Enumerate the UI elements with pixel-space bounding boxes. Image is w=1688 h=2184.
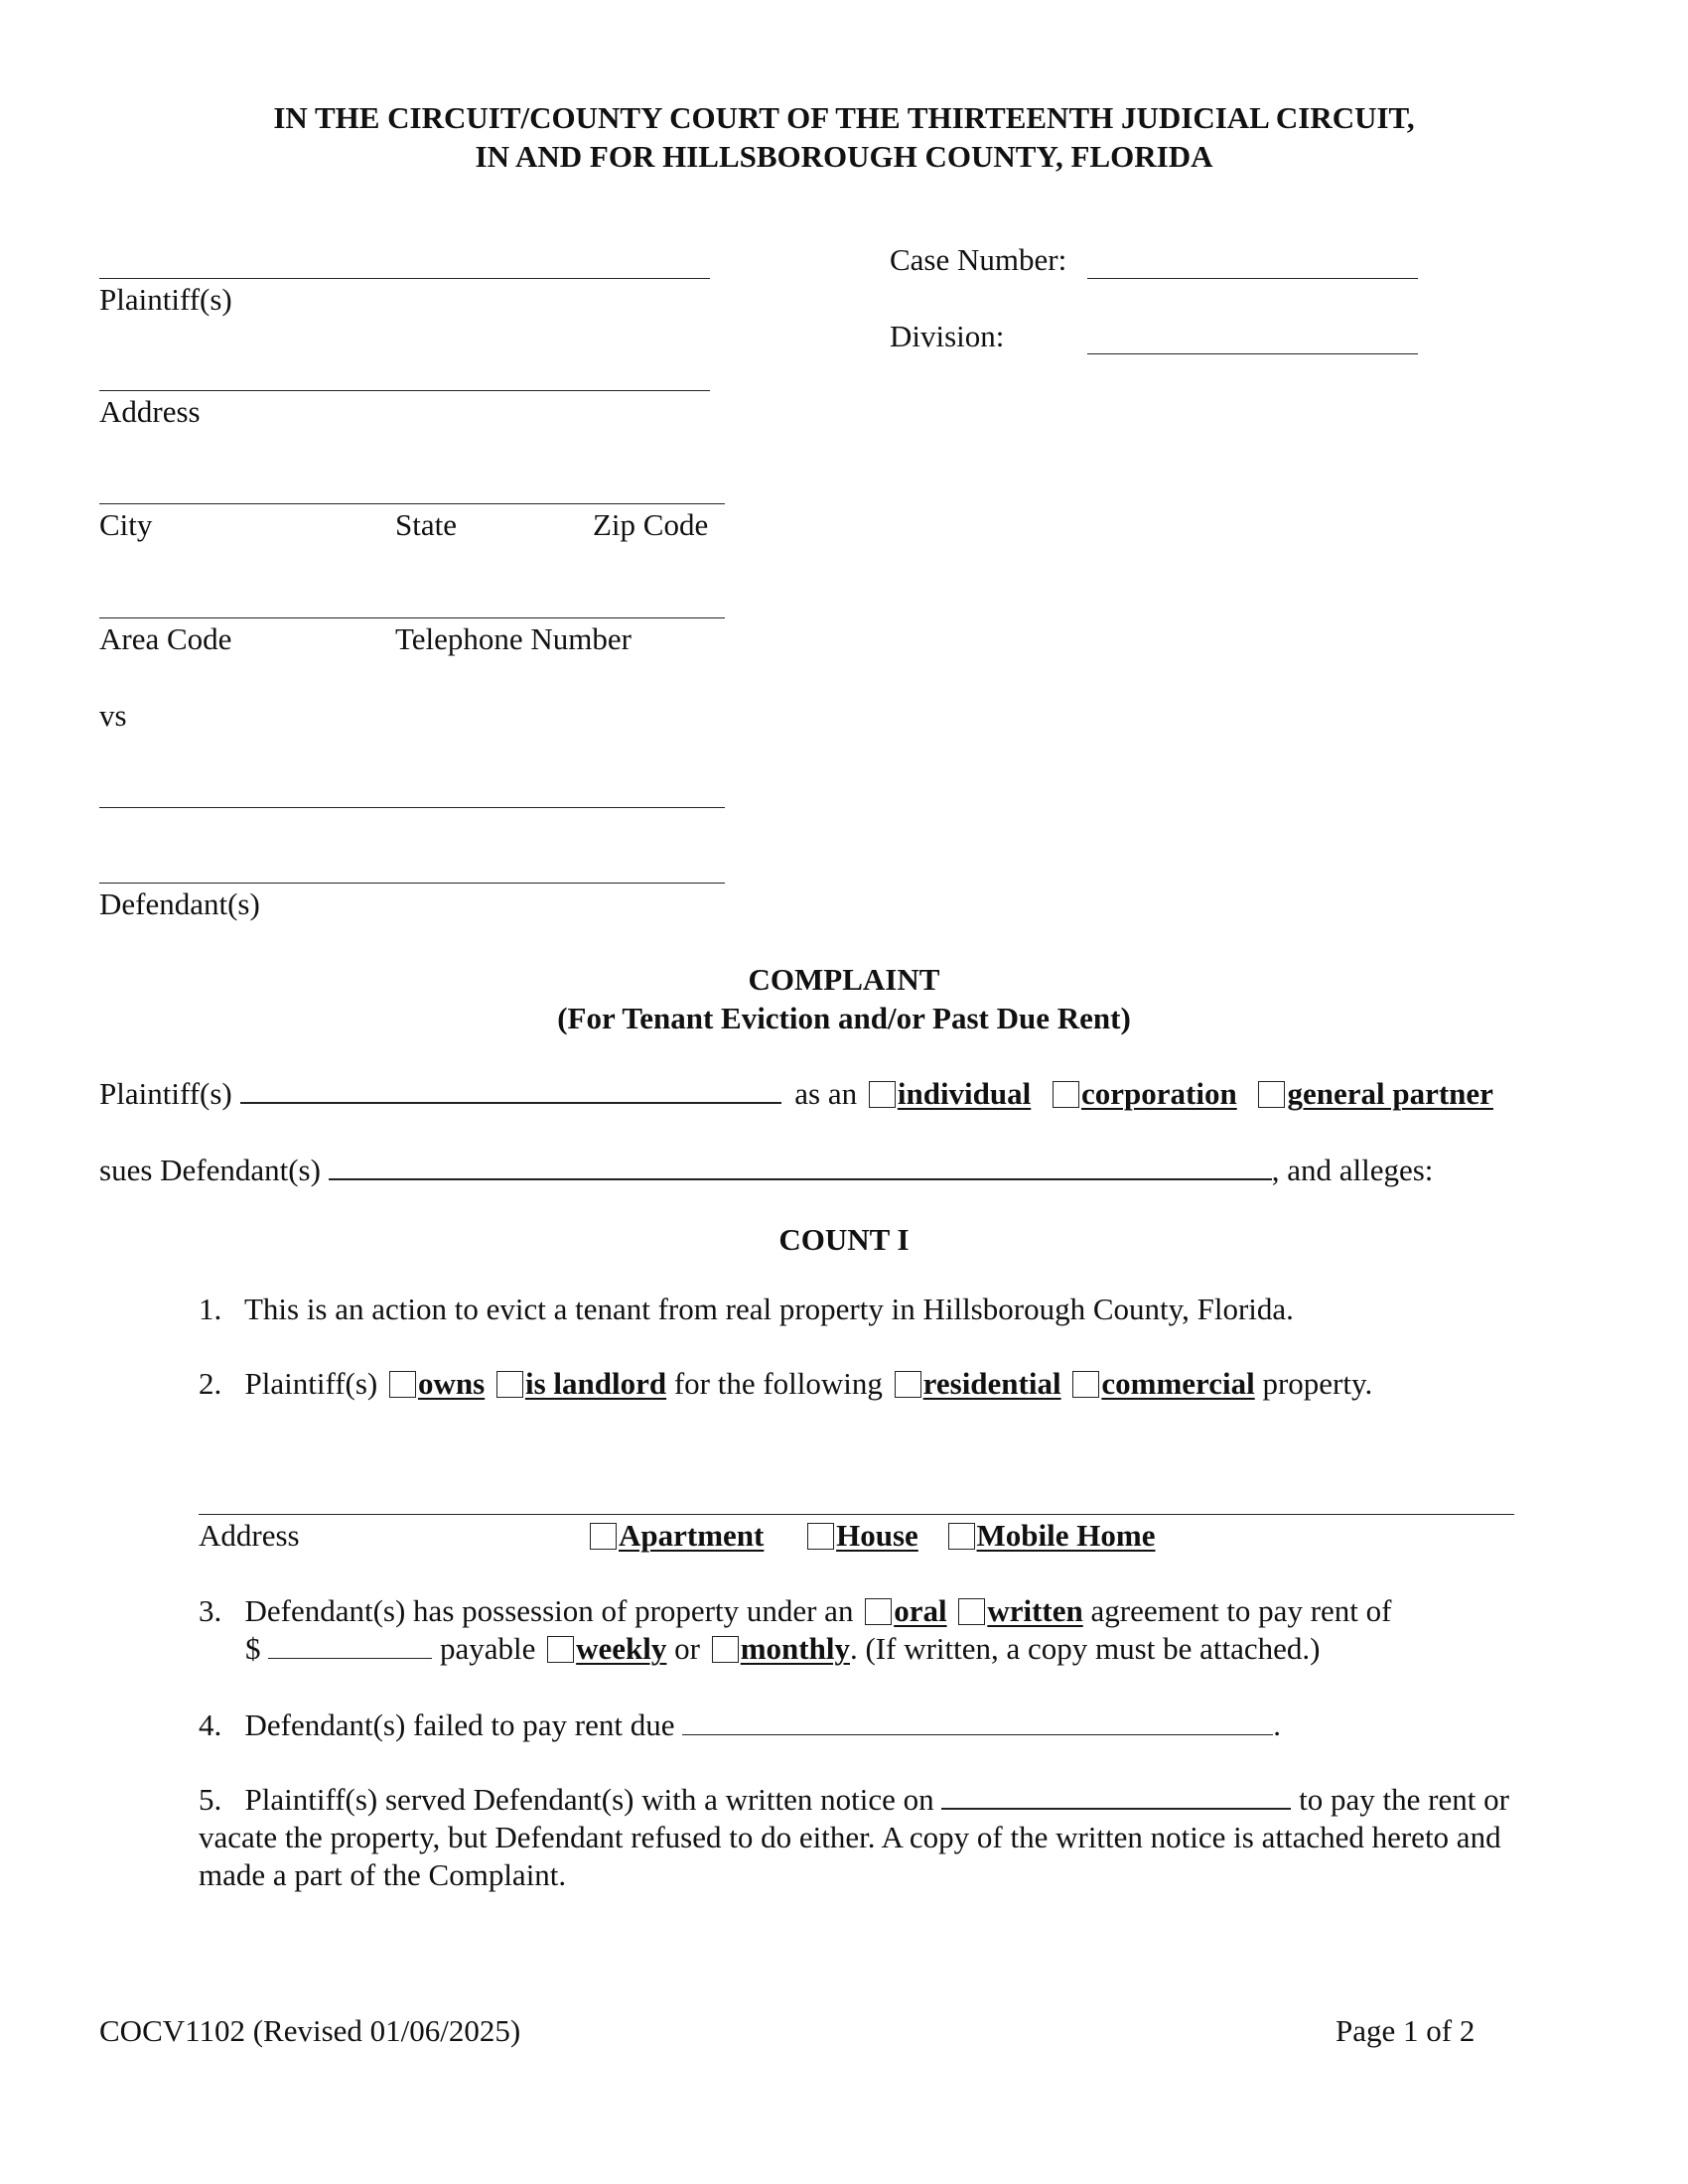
item-3-pre: Defendant(s) has possession of property under an	[244, 1593, 854, 1628]
item-2	[199, 1365, 1372, 1402]
property-type-options	[590, 1517, 1155, 1554]
item-4-end: .	[1273, 1707, 1281, 1742]
court-heading-line1: IN THE CIRCUIT/COUNTY COURT OF THE THIRTEENTH JUDICIAL CIRCUIT,	[273, 100, 1415, 135]
item-2-mid: for the following	[673, 1366, 883, 1401]
defendant-name-line-2[interactable]	[99, 883, 725, 884]
mobile-home-checkbox[interactable]	[948, 1523, 975, 1550]
intro-line	[99, 1075, 1493, 1112]
general-partner-label: general partner	[1287, 1076, 1493, 1111]
complaint-title: COMPLAINT	[748, 962, 940, 997]
rent-due-field[interactable]	[682, 1708, 1273, 1735]
state-label: State	[395, 507, 457, 542]
commercial-checkbox[interactable]	[1072, 1371, 1099, 1398]
court-heading-line2: IN AND FOR HILLSBOROUGH COUNTY, FLORIDA	[475, 139, 1213, 174]
complaint-subtitle: (For Tenant Eviction and/or Past Due Rent)	[557, 1001, 1131, 1035]
city-state-zip-line[interactable]	[99, 503, 725, 504]
vs-label: vs	[99, 698, 127, 733]
written-label: written	[987, 1593, 1083, 1628]
house-checkbox[interactable]	[807, 1523, 834, 1550]
form-id: COCV1102 (Revised 01/06/2025)	[99, 2013, 521, 2048]
weekly-label: weekly	[576, 1631, 667, 1666]
division-field[interactable]	[1087, 353, 1418, 354]
as-an-text: as an	[794, 1076, 858, 1111]
commercial-label: commercial	[1101, 1366, 1255, 1401]
item-5-line2: vacate the property, but Defendant refused to do either. A copy of the written notice is attached hereto and	[199, 1820, 1501, 1854]
general-partner-checkbox[interactable]	[1258, 1081, 1285, 1108]
or-text: or	[674, 1631, 700, 1666]
address-line[interactable]	[99, 390, 710, 391]
apartment-checkbox[interactable]	[590, 1523, 617, 1550]
item-4-number: 4.	[199, 1707, 222, 1742]
item-3-post: agreement to pay rent of	[1090, 1593, 1392, 1628]
item-2-post: property.	[1262, 1366, 1373, 1401]
item-5-pre: Plaintiff(s) served Defendant(s) with a written notice on	[244, 1782, 934, 1817]
rent-amount-field[interactable]	[268, 1632, 432, 1659]
item-4-text: Defendant(s) failed to pay rent due	[244, 1707, 675, 1742]
item-1-number: 1.	[199, 1292, 222, 1326]
item-2-number: 2.	[199, 1366, 222, 1401]
property-address-label: Address	[199, 1518, 300, 1553]
item-5-number: 5.	[199, 1782, 222, 1817]
sues-line	[99, 1152, 1433, 1188]
item-3-line2	[245, 1630, 1320, 1667]
oral-label: oral	[894, 1593, 947, 1628]
dollar-sign: $	[245, 1631, 261, 1666]
written-copy-note: . (If written, a copy must be attached.)	[849, 1631, 1321, 1666]
corporation-label: corporation	[1081, 1076, 1237, 1111]
intro-plaintiff-label: Plaintiff(s)	[99, 1076, 232, 1111]
is-landlord-checkbox[interactable]	[496, 1371, 523, 1398]
item-5-post: to pay the rent or	[1299, 1782, 1509, 1817]
oral-checkbox[interactable]	[865, 1598, 892, 1625]
monthly-checkbox[interactable]	[712, 1636, 739, 1663]
owns-label: owns	[418, 1366, 486, 1401]
item-5-line3: made a part of the Complaint.	[199, 1857, 567, 1892]
residential-label: residential	[922, 1366, 1061, 1401]
item-3-line1	[199, 1592, 1391, 1629]
sues-label: sues Defendant(s)	[99, 1153, 321, 1187]
monthly-label: monthly	[740, 1631, 850, 1666]
page-number: Page 1 of 2	[1336, 2013, 1476, 2048]
item-5-line1	[199, 1781, 1509, 1818]
individual-checkbox[interactable]	[869, 1081, 896, 1108]
area-code-label: Area Code	[99, 621, 232, 656]
zip-label: Zip Code	[593, 507, 709, 542]
apartment-label: Apartment	[619, 1518, 765, 1553]
case-number-field[interactable]	[1087, 278, 1418, 279]
case-number-label: Case Number:	[890, 242, 1067, 277]
defendant-name-line-1[interactable]	[99, 807, 725, 808]
division-label: Division:	[890, 319, 1005, 353]
item-3-number: 3.	[199, 1593, 222, 1628]
count-heading: COUNT I	[778, 1222, 910, 1257]
written-checkbox[interactable]	[958, 1598, 985, 1625]
payable-text: payable	[440, 1631, 536, 1666]
plaintiff-label: Plaintiff(s)	[99, 282, 232, 317]
sues-defendant-field[interactable]	[329, 1153, 1272, 1180]
corporation-checkbox[interactable]	[1053, 1081, 1079, 1108]
city-label: City	[99, 507, 153, 542]
weekly-checkbox[interactable]	[547, 1636, 574, 1663]
phone-line[interactable]	[99, 617, 725, 618]
residential-checkbox[interactable]	[895, 1371, 921, 1398]
item-1	[199, 1291, 1294, 1327]
item-2-pre: Plaintiff(s)	[244, 1366, 378, 1401]
notice-date-field[interactable]	[941, 1782, 1291, 1810]
intro-plaintiff-field[interactable]	[240, 1076, 781, 1104]
is-landlord-label: is landlord	[524, 1366, 667, 1401]
property-address-line[interactable]	[199, 1514, 1514, 1515]
and-alleges-text: , and alleges:	[1271, 1153, 1434, 1187]
plaintiff-name-line[interactable]	[99, 278, 710, 279]
item-1-text: This is an action to evict a tenant from real property in Hillsborough County, Florida.	[243, 1292, 1294, 1326]
item-4	[199, 1706, 1281, 1743]
defendant-label: Defendant(s)	[99, 887, 260, 921]
address-label: Address	[99, 394, 201, 429]
owns-checkbox[interactable]	[389, 1371, 416, 1398]
house-label: House	[836, 1518, 918, 1553]
individual-label: individual	[897, 1076, 1032, 1111]
mobile-home-label: Mobile Home	[976, 1518, 1156, 1553]
telephone-label: Telephone Number	[395, 621, 632, 656]
